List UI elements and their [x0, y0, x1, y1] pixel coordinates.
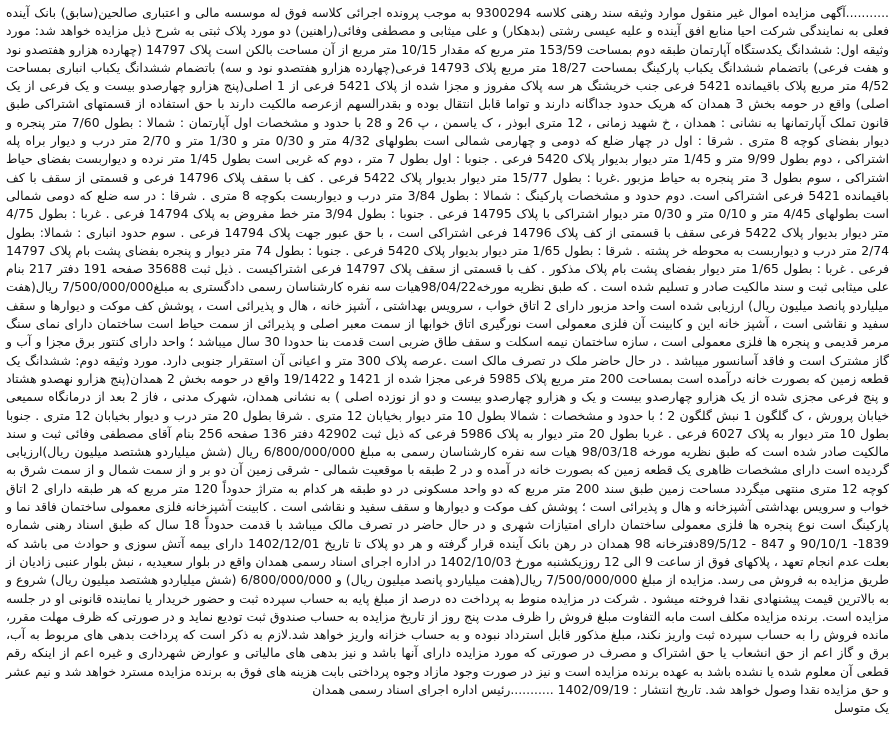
notice-signature: یک متوسل [833, 700, 889, 716]
notice-body: ...........آگهی مزایده اموال غیر منقول موارد وثیقه سند رهنی کلاسه 9300294 به موجب پرونده اجرائی کلاسه فوق له موسسه مالی و اعتباری صالحین(سابق) بانک آینده فعلی به نمایندگی شرکت احیا منابع افق آینده و علیه عیسی رشتی (بدهکار) و علی میثابی و مصطفی وفائی(راهنین) دو مورد پلاک ثبتی به شرح ذیل مزایده خواهد شد: مورد وثیقه اول: ششدانگ یکدستگاه آپارتمان طبقه دوم بمساحت 153/59 متر مربع که مقدار 10/15 متر مربع از آن مساحت بالکن است پلاک 14797 (چهارده هزارو هفتصدو نود و هفت فرعی) باتضمام ششدانگ یکباب پارکینگ بمساحت 18/27 متر مربع پلاک 14793 فرعی(چهارده هزارو هفتصدو نود و سه) باتضمام ششدانگ یکباب انباری بمساحت 4/52 متر مربع پلاک باقیمانده 5421 فرعی جنب خریشتگ هر سه پلاک مفروز و مجزا شده از پلاک 5421 فرعی از 1 اصلی(پنج هزارو چهارصدو بیست و یک فرعی از یک اصلی) واقع در حومه بخش 3 همدان که هریک حدود جداگانه دارند و تواما قابل انتقال بوده و بقدرالسهم ازعرصه مالکیت دارند با حق استفاده از قسمتهای اشتراکی طبق قانون تملک آپارتمانها به نشانی : همدان ، خ شهید زمانی ، 12 متری ابوذر ، ک یاسمن ، پ 26 و 28 با حدود و مشخصات اول آپارتمان : شمالا : بطول 7/60 متر پنجره و دیوار بفضای کوچه 8 متری . شرقا : اول در چهار ضلع که دومی و چهارمی شمالی است بطولهای 4/32 متر و 0/30 متر و 1/30 متر و 2/70 متر درب و دیوار براه پله اشتراکی ، دوم بطول 9/99 متر و 1/45 متر دیوار بدیوار پلاک 5420 فرعی . جنوبا : اول بطول 7 متر ، دوم که غربی است بطول 1/45 متر نرده و دیواربست بفضای حیاط اشتراکی ، سوم بطول 3 متر پنجره به حیاط مزبور .غربا : بطول 15/77 متر دیوار بدیوار پلاک 5422 فرعی . کف با سقف پلاک 14796 فرعی و قسمتی از سقف با کف باقیمانده 5421 فرعی اشتراکی است. دوم حدود و مشخصات پارکینگ : شمالا : بطول 3/84 متر درب و دیواربست بکوچه 8 متری . شرقا : در سه ضلع که دومی شمالی است بطولهای 4/45 متر و 0/10 متر و 0/30 متر دیوار اشتراکی با پلاک 14795 فرعی . جنوبا : بطول 3/94 متر خط مفروض به پلاک 14794 فرعی . غربا : بطول 4/75 متر دیوار بدیوار پلاک 5422 فرعی سقف با قسمتی از کف پلاک 14796 فرعی اشتراکی است ، با حق عبور جهت پلاک 14794 فرعی . سوم حدود انباری : شمالا: بطول 2/74 متر درب و دیواربست به محوطه خر پشته . شرقا : بطول 1/65 متر دیوار بدیوار پلاک 5420 فرعی . جنوبا : بطول 74 متر دیوار و پنجره بفضای پشت بام پلاک 14797 فرعی . غربا : بطول 1/65 متر دیوار بفضای پشت بام پلاک مذکور . کف با قسمتی از سقف پلاک 14797 فرعی اشتراکیست . ذیل ثبت 35688 صفحه 191 دفتر 217 بنام علی میثابی ثبت و سند مالکیت صادر و تسلیم شده است . که طبق نظریه مورخه98/04/22هیات سه نفره کارشناسان رسمی دادگستری به مبلغ7/500/000/000 ریال(هفت میلیاردو پانصد میلیون ریال) ارزیابی شده است واحد مزبور دارای 2 اتاق خواب ، سرویس بهداشتی ، آشپز خانه ، هال و پذیرائی است ، پوشش کف موکت و دیوارها و سقف سفید و نقاشی است ، آشپز خانه این و کابینت آن فلزی معمولی است نورگیری اتاق خوابها از سمت معبر اصلی و پذیرائی از سمت حیاط است ساختمان دارای نمای سنگ مرمر قدیمی و پنجره ها فلزی معمولی است ، سازه ساختمان نیمه اسکلت و سقف طاق ضربی است قدمت بنا حدودا 30 سال میباشد ؛ واحد دارای کنتور برق مجزا و آب و گاز مشترک است و فاقد آسانسور میباشد . در حال حاضر ملک در تصرف مالک است .عرصه پلاک 300 متر و اعیانی آن استقرار جنوبی دارد. مورد وثیقه دوم: ششدانگ یک قطعه زمین که بصورت خانه درآمده است بمساحت 200 متر مربع پلاک 5985 فرعی مجزا شده از 1421 و 19/1422 واقع در حومه بخش 2 همدان(پنج هزارو نهصدو هشتاد و پنج فرعی مجزی شده از یک هزارو چهارصدو بیست و یک و هزارو چهارصدو بیست و دو از نوزده اصلی ) به نشانی همدان، شهرک مدنی ، فاز 2 بعد از درمانگاه سمیعی خیابان پرورش ، ک گلگون 1 نبش گلگون 2 ؛ با حدود و مشخصات : شمالا بطول 10 متر دیوار بخیابان 12 متری . شرقا بطول 20 متر درب و دیوار بخیابان 12 متری . جنوبا بطول 10 متر دیوار به پلاک 6027 فرعی . غربا بطول 20 متر دیوار به پلاک 5986 فرعی که ذیل ثبت 42902 دفتر 136 صفحه 256 بنام آقای مصطفی وفائی ثبت و سند مالکیت صادر شده است که طبق نظریه مورخه 98/03/18 هیات سه نفره کارشناسان رسمی به مبلغ 6/800/000/000 ریال (شش میلیاردو هشتصد میلیون ریال)ارزیابی گردیده است دارای مشخصات ظاهری یک قطعه زمین که بصورت خانه در آمده و در 2 طبقه با موقعیت شمالی - شرقی زمین آن دو بر و از سمت شمال و از سمت شرق به کوچه 12 متری منتهی میگردد مساحت زمین طبق سند 200 متر مربع که دو واحد مسکونی در دو طبقه هر کدام به متراژ حدوداً 120 متر مربع که هر طبقه دارای 2 اتاق خواب و سرویس بهداشتی آشپزخانه و هال و پذیرائی است ؛ پوشش کف موکت و دیوارها و سقف سفید و نقاشی است . کابینت آشپزخانه فلزی معمولی ساختمان فاقد نما و پارکینگ است نوع پنجره ها فلزی معمولی ساختمان دارای امتیازات شهری و در حال حاضر در تصرف مالک میباشد با قدمت حدوداً 18 سال که طبق اسناد رهنی شماره 1839- 90/10/1 و 847 - 89/5/12دفترخانه 98 همدان در رهن بانک آینده قرار گرفته و هر دو پلاک تا تاریخ 1402/12/01 دارای بیمه آتش سوزی و حوادث می باشد که بعلت عدم انجام تعهد ، پلاکهای فوق از ساعت 9 الی 12 روزیکشنبه مورخ 1402/10/03 در اداره اجرای اسناد رسمی همدان واقع در بلوار سعیدیه ، نبش بلوار عنبی زادیان از طریق مزایده به فروش می رسد. مزایده از مبلغ 7/500/000/000 ریال(هفت میلیاردو پانصد میلیون ریال) و 6/800/000/000 (شش میلیاردو هشتصد میلیون ریال) شروع و به بالاترین قیمت پیشنهادی نقدا فروخته میشود . شرکت در مزایده منوط به پرداخت ده درصد از مبلغ پایه به حساب سپرده ثبت و حضور خریدار یا نماینده قانونی او در جلسه مزایده است. برنده مزایده مکلف است مابه التفاوت مبلغ فروش را ظرف مدت پنج روز از تاریخ مزایده به حساب صندوق ثبت تودیع نماید و در صورتی که ظرف مهلت مقرر، مانده فروش را به حساب سپرده ثبت واریز نکند، مبلغ مذکور قابل استرداد نبوده و به حساب خزانه واریز خواهد شد.لازم به ذکر است که پرداخت بدهی های مربوط به آب، برق و گاز اعم از حق انشعاب یا حق اشتراک و مصرف در صورتی که مورد مزایده دارای آنها باشد و نیز بدهی های مالیاتی و عوارض شهرداری و غیره اعم از اینکه رقم قطعی آن معلوم شده یا نشده باشد به عهده برنده مزایده است و نیز در صورت وجود مازاد وجوه پرداختی بابت هزینه های فوق به برنده مزایده مسترد خواهد شد و نیم عشر و حق مزایده نقدا وصول خواهد شد. تاریخ انتشار : 1402/09/19 ...........رئیس اداره اجرای اسناد رسمی همدان [6, 5, 890, 697]
